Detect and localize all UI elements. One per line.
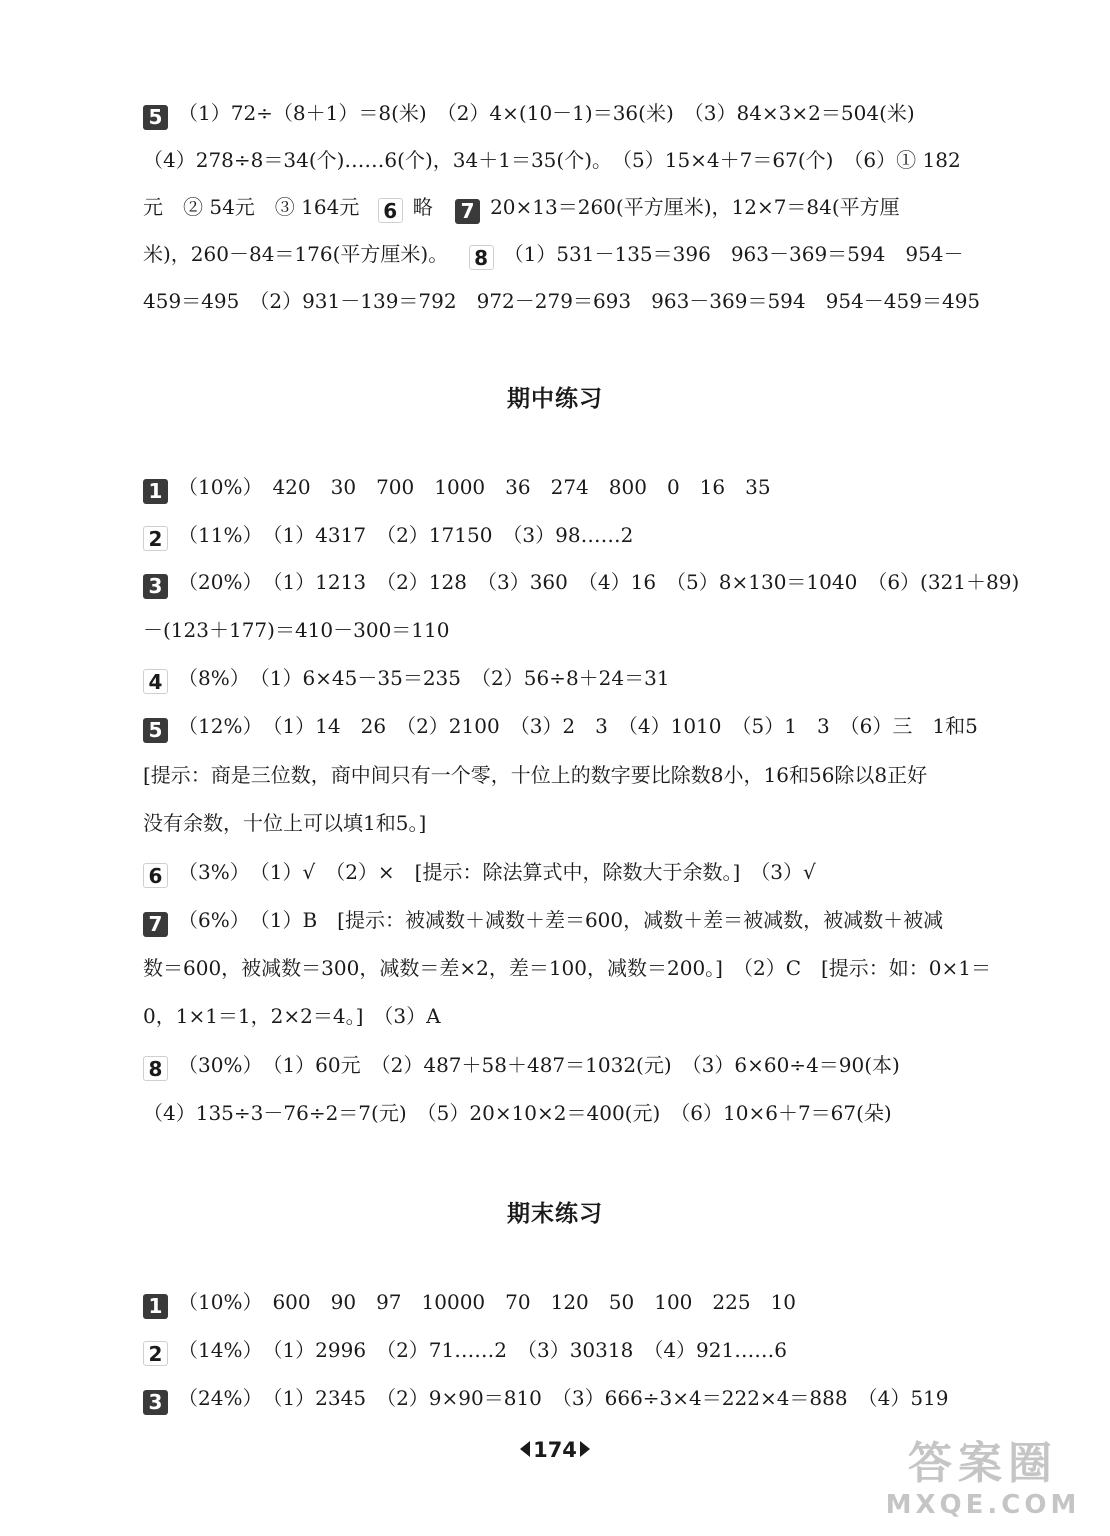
question-badge: 7 xyxy=(143,912,168,937)
answer-text: （8%） （1）6×45－35＝235 （2）56÷8＋24＝31 xyxy=(178,666,670,690)
top-line-2 xyxy=(143,142,1033,178)
question-badge: 2 xyxy=(143,526,168,551)
answer-text: （3%） （1）√ （2）× [提示：除法算式中，除数大于余数。] （3）√ xyxy=(178,860,816,884)
top-line-4 xyxy=(143,236,1033,272)
midterm-line-4 xyxy=(143,612,1033,648)
question-badge: 2 xyxy=(143,1341,168,1366)
final-line-2 xyxy=(143,1332,1033,1368)
answer-text: （10%） 600 90 97 10000 70 120 50 100 225 10 xyxy=(178,1290,797,1314)
answer-text: 459＝495 （2）931－139＝792 972－279＝693 963－369＝594 954－459＝495 xyxy=(143,289,981,313)
answer-text: －(123＋177)＝410－300＝110 xyxy=(143,618,450,642)
midterm-line-12 xyxy=(143,998,1033,1034)
question-badge: 7 xyxy=(455,199,480,224)
midterm-line-3 xyxy=(143,564,1033,600)
top-line-3 xyxy=(143,189,1033,225)
answer-text: 略 xyxy=(412,195,433,219)
answer-text: （20%） （1）1213 （2）128 （3）360 （4）16 （5）8×130＝1040 （6）(321＋89) xyxy=(178,570,1020,594)
question-badge: 1 xyxy=(143,479,168,504)
midterm-line-11 xyxy=(143,950,1033,986)
midterm-line-2 xyxy=(143,517,1033,553)
top-line-5 xyxy=(143,283,1033,319)
midterm-line-8 xyxy=(143,805,1033,841)
right-arrow-icon xyxy=(580,1441,590,1457)
answer-text: （30%） （1）60元 （2）487＋58＋487＝1032(元) （3）6×60÷4＝90(本) xyxy=(178,1053,900,1077)
answer-text: （10%） 420 30 700 1000 36 274 800 0 16 35 xyxy=(178,475,771,499)
answer-text: 米)，260－84＝176(平方厘米)。 xyxy=(143,242,449,266)
answer-text: （12%） （1）14 26 （2）2100 （3）2 3 （4）1010 （5）1 3 （6）三 1和5 xyxy=(178,714,978,738)
hint-text: 数＝600，被减数＝300，减数＝差×2，差＝100，减数＝200。] （2）C [提示：如：0×1＝ xyxy=(143,956,992,980)
question-badge: 6 xyxy=(143,863,168,888)
midterm-line-13 xyxy=(143,1047,1033,1083)
midterm-line-6 xyxy=(143,708,1033,744)
midterm-line-10 xyxy=(143,902,1033,938)
question-badge: 4 xyxy=(143,669,168,694)
left-arrow-icon xyxy=(520,1441,530,1457)
question-badge: 3 xyxy=(143,574,168,599)
hint-text: 没有余数，十位上可以填1和5。] xyxy=(143,811,427,835)
answer-text: 0，1×1＝1，2×2＝4。] （3）A xyxy=(143,1004,441,1028)
top-line-1 xyxy=(143,95,1033,131)
answer-text: 元 ② 54元 ③ 164元 xyxy=(143,195,360,219)
answer-text: （11%） （1）4317 （2）17150 （3）98……2 xyxy=(178,523,634,547)
final-line-1 xyxy=(143,1284,1033,1320)
answer-text: （14%） （1）2996 （2）71……2 （3）30318 （4）921……6 xyxy=(178,1338,787,1362)
question-badge: 8 xyxy=(143,1056,168,1081)
question-badge: 1 xyxy=(143,1294,168,1319)
midterm-line-7 xyxy=(143,757,1033,793)
watermark-logo xyxy=(878,1438,1088,1530)
section-title-midterm: 期中练习 xyxy=(507,386,603,412)
answer-text: 20×13＝260(平方厘米)，12×7＝84(平方厘 xyxy=(490,195,900,219)
section-title-final: 期末练习 xyxy=(507,1201,603,1227)
question-badge: 6 xyxy=(378,198,403,223)
midterm-line-1 xyxy=(143,469,1033,505)
question-badge: 8 xyxy=(469,245,494,270)
answer-text: （6%） （1）B [提示：被减数＋减数＋差＝600，减数＋差＝被减数，被减数＋被减 xyxy=(178,908,944,932)
answer-text: （1）531－135＝396 963－369＝594 954－ xyxy=(503,242,964,266)
question-badge: 3 xyxy=(143,1390,168,1415)
final-line-3 xyxy=(143,1380,1033,1416)
answer-text: （1）72÷（8＋1）＝8(米) （2）4×(10－1)＝36(米) （3）84×3×2＝504(米) xyxy=(178,101,915,125)
watermark-top: 答案圈 xyxy=(908,1438,1058,1489)
answer-text: （4）135÷3－76÷2＝7(元) （5）20×10×2＝400(元) （6）10×6＋7＝67(朵) xyxy=(143,1101,892,1125)
question-badge: 5 xyxy=(143,105,168,130)
midterm-line-9 xyxy=(143,854,1033,890)
hint-text: [提示：商是三位数，商中间只有一个零，十位上的数字要比除数8小，16和56除以8正好 xyxy=(143,763,928,787)
midterm-line-5 xyxy=(143,660,1033,696)
midterm-line-14 xyxy=(143,1095,1033,1131)
question-badge: 5 xyxy=(143,718,168,743)
page-number-text: 174 xyxy=(533,1438,577,1462)
watermark-bottom: MXQE.COM xyxy=(885,1490,1081,1520)
answer-text: （4）278÷8＝34(个)……6(个)，34＋1＝35(个)。 （5）15×4＋7＝67(个) （6）① 182 xyxy=(143,148,961,172)
answer-text: （24%） （1）2345 （2）9×90＝810 （3）666÷3×4＝222×4＝888 （4）519 xyxy=(178,1386,949,1410)
